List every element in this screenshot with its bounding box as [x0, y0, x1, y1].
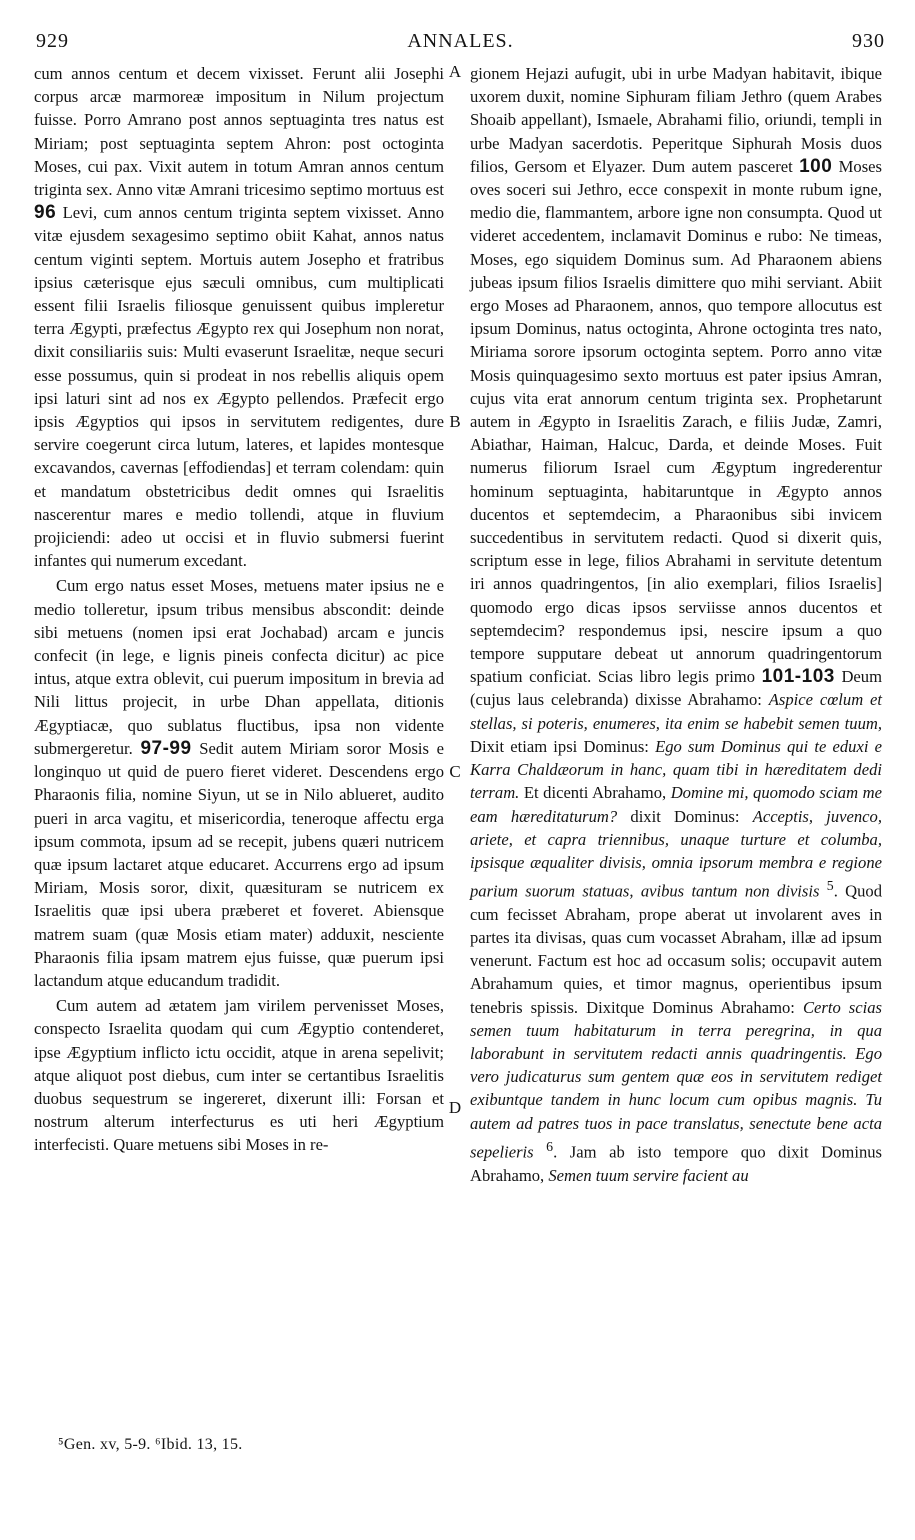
section-marker: 96 — [34, 202, 57, 224]
footnotes: ⁵Gen. xv, 5-9. ⁶Ibid. 13, 15. — [58, 1436, 243, 1453]
text-run: Et dicenti Abrahamo, — [523, 783, 667, 803]
right-column — [470, 62, 882, 1422]
text-run: dixit Dominus: — [630, 806, 740, 826]
text-run: . Quod cum fecisset Abraham, prope aberat ut involarent aves in partes ita divisas, quas cum vocasset Abraham, illæ ad ipsum venerunt. Factum est hoc ad occasum solis; occupavit autem Abrahamum quies, et timor magnus, operientibus ipsum tenebris spissis. Dixitque Dominus Abrahamo: — [470, 881, 883, 1017]
section-marker: 101-103 — [761, 666, 835, 688]
margin-letter-a: A — [448, 62, 462, 81]
text-run: cum annos centum et decem vixisset. Ferunt alii Josephi corpus arcæ marmoreæ impositum in Nilum projectum fuisse. Porro Amrano post annos septuaginta tres natus est Miriam; post septuaginta septem Ahron: post octoginta Moses, cui pax. Vixit autem in totum Amran annos centum triginta sex. Anno vitæ Amrani tricesimo septimo mortuus est — [34, 64, 444, 200]
margin-letter-d: D — [448, 1098, 462, 1117]
paragraph — [34, 62, 444, 572]
margin-letter-b: B — [449, 412, 461, 431]
scripture-quote: Acceptis, juvenco, ariete, et capra triennibus, unaque turture et columba, ipsisque æqualiter divisis, omnia ipsorum membra e regione parium suorum statuas, avibus tantum non divisis — [470, 806, 882, 901]
text-run: gionem Hejazi aufugit, ubi in urbe Madyan habitavit, ibique uxorem duxit, nomine Siphuram filiam Jethro (quem Arabes Shoaib appellant), Ismaele, Abrahami filio, oriundi, templi in urbe Madyan sacerdotis. Peperitque Siphurah Mosis duos filios, Gersom et Elyazer. Dum autem pasceret — [470, 64, 882, 176]
text-run: Deum (cujus laus celebranda) dixisse Abrahamo: — [470, 667, 882, 710]
left-column — [34, 62, 444, 1422]
text-run: Cum ergo natus esset Moses, metuens mater ipsius ne e medio tolleretur, ipsum tribus mensibus abscondit: deinde sibi metuens (nomen ipsi erat Jochabad) arcam e juncis confecit (in lege, e lignis pineis confecta dicitur) ac pice intus, atque extra oblevit, cui puerum impositum in brevia ad Nili littus projecit, in urbe Dhan appellata, ditionis Ægyptiacæ, quo sublatus fluctibus, ipsa non vidente submergeretur. — [34, 576, 444, 758]
scripture-quote: Domine mi, quomodo sciam me eam hæreditaturum? — [470, 783, 882, 826]
paragraph — [470, 62, 882, 1187]
section-marker: 97-99 — [140, 737, 192, 759]
footnote-ref: 5 — [826, 878, 834, 894]
text-run: Sedit autem Miriam soror Mosis e longinquo ut quid de puero fieret videret. Descendens ergo Pharaonis filia, nomine Siyun, ut se in Nilo ablueret, audito pueri in arca vagitu, et misericordia, teneroque affectu erga ipsum commota, ipsum ad se recepit, jubens quæri nutricem quæ ipsum lactaret atque educaret. Accurrens ergo ad ipsum Miriam, Mosis soror, dixit, quæsituram se nutricem ex Israelitis quæ ipsi ubera præberet et foveret. Abiensque matrem suam (quæ Mosis etiam mater) adduxit, nesciente Pharaonis filia ipsam matrem ejus fuisse, quæ puerum ipsi lactandum atque educandum tradidit. — [34, 738, 445, 990]
text-run: . Jam ab isto tempore quo dixit Dominus Abrahamo, — [470, 1142, 882, 1185]
text-run: Moses oves soceri sui Jethro, ecce conspexit in monte rubum igne, medio die, flammantem, arbore igne non consumpta. Quod ut videret accedentem, inclamavit Dominus e rubo: Ne timeas, Moses, ego siquidem Dominus sum. Ad Pharaonem abiens jubeas ipsum filios Israelis dimittere quo mihi serviant. Abiit ergo Moses ad Pharaonem, annos, quo tempore allocutus est ipsum Dominus, natus octoginta, Ahrone octoginta tres nato, Miriama sorore ipsorum octoginta septem. Porro anno vitæ Mosis quinquagesimo sexto mortuus est pater ipsius Amran, cujus vita erat annorum centum triginta sex. Prophetarunt autem in Ægypto in Israelitis Zarach, e filiis Judæ, Zamri, Abiathar, Haiman, Halcuc, Darda, et deinde Moses. Fuit numerus filiorum Israel cum Ægyptum ingrederentur hominum septuaginta, habitaruntque in Ægypto annos ducentos et septemdecim, a Pharaonibus sibi invicem succedentibus in servitutem redacti. Quod si dixerit quis, scriptum esse in lege, filios Abrahami in servitute detentum iri annos quadringentos, [in alio exemplari, filios Israelis] quomodo ergo dicas ipsos serviisse annos ducentos et septemdecim? respondemus ipsi, nescire ipsum a quo tempore supputare debeat ut annorum quadringentorum spatium conficiat. Scias libro legis primo — [470, 156, 882, 687]
text-run: Cum autem ad ætatem jam virilem pervenisset Moses, conspecto Israelita quodam qui cum Ægyptio contenderet, ipse Ægyptium inflicto ictu occidit, atque in arena sepelivit; atque aliquot post diebus, cum inter se certantibus Israelitis duobus sequestrum se ingereret, dixerunt illi: Forsan et nostrum alterum interfecturus es uti heri Ægyptium interfecisti. Quare metuens sibi Moses in re- — [34, 996, 444, 1155]
footnote-ref: 6 — [546, 1138, 554, 1154]
page-number-right: 930 — [852, 30, 885, 52]
page-number-left: 929 — [36, 30, 69, 52]
section-marker: 100 — [799, 155, 833, 177]
scripture-quote: Aspice cœlum et stellas, si poteris, enumeres, ita enim se habebit semen tuum, — [470, 690, 882, 733]
text-run: Levi, cum annos centum triginta septem vixisset. Anno vitæ ejusdem sexagesimo septimo obiit Kahat, annos natus centum viginti septem. Mortuis autem Josepho et fratribus ipsius cæterisque ejus sæculi omnibus, cum multiplicati essent filii Israelis filiosque genuissent quibus impleretur terra Ægypti, præfectus Ægypto rex qui Josephum non norat, dixit consiliariis suis: Multi evaserunt Israelitæ, neque securi esse possumus, quin si prodeat in nos rebellis aliquis opem ipsi laturi sint ad nos ex Ægypto pellendos. Præfecit ergo ipsis Ægyptios qui ipsos in servitutem redigentes, dure servire coegerunt circa lutum, lateres, et lapides montesque excavandos, cavernas [effodiendas] et terram colendam: quin et mandatum obstetricibus dedit omnes qui Israelitis nascerentur mares e medio tollendi, atque in fluvium projiciendi: adeo ut occisi et in fluvio submersi fuerint infantes qui numerum excedant. — [34, 203, 444, 571]
paragraph — [34, 574, 444, 992]
scripture-quote: Semen tuum servire facient au — [548, 1165, 749, 1185]
text-run: Dixit etiam ipsi Dominus: — [470, 736, 649, 756]
scripture-quote: Ego sum Dominus qui te eduxi e Karra Chaldæorum in hanc, quam tibi in hæreditatem dedi terram. — [470, 736, 882, 803]
running-header — [36, 30, 885, 60]
running-title: ANNALES. — [407, 30, 514, 52]
paragraph — [34, 994, 444, 1156]
scripture-quote: Certo scias semen tuum habitaturum in terra peregrina, in qua laborabunt in servitutem redacti annis quadringentis. Ego vero judicaturus sum gentem quæ eos in servitutem rediget exibuntque tandem in hunc locum cum opibus magnis. Tu autem ad patres tuos in pace translatus, senectute bene acta sepelieris — [470, 997, 882, 1162]
margin-letter-c: C — [449, 762, 461, 781]
